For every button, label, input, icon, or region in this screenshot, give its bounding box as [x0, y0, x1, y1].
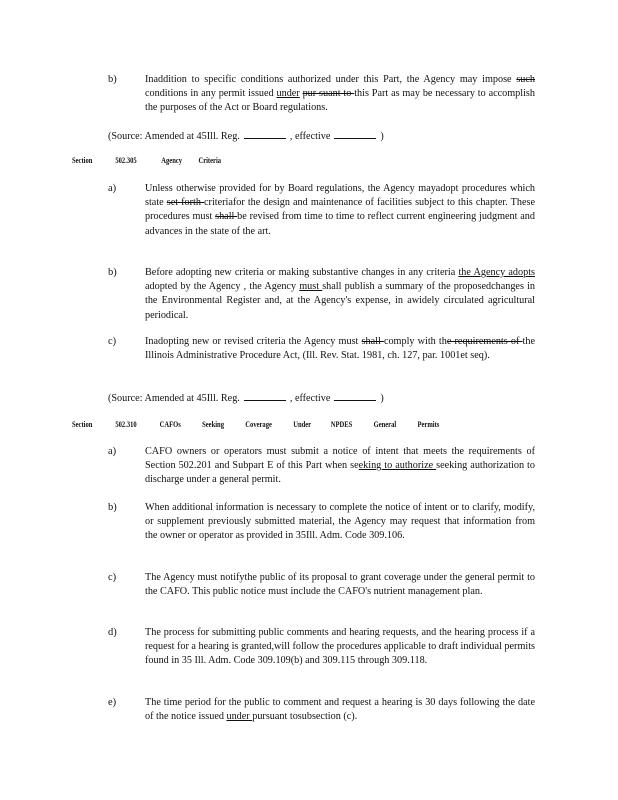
text-run: The time period for the public to comment and request a hearing is 30 days following the date of the notice issued [145, 697, 535, 723]
text-run: comply with th [383, 336, 447, 347]
text-run: be revised from time to time to reflect current engineering judgment and advances in the state of the art. [145, 211, 535, 237]
item-label: c) [108, 572, 117, 583]
paragraph-310-d: The process for submitting public comments and hearing requests, and the hearing process if a request for a hearing is granted,will follow the procedures applicable to draft individual permits found in 35 Ill. Adm. Code 309.109(b) and 309.115 through 309.118. [145, 627, 535, 667]
inserted-text: under [226, 711, 253, 723]
source-prefix: (Source: Amended at 45Ill. Reg. [108, 393, 240, 404]
source-note [108, 128, 384, 142]
item-label: e) [108, 697, 117, 708]
inserted-text: the Agency adopts [458, 267, 535, 278]
inserted-text: must [299, 281, 323, 293]
text-run: criteriafor the design and maintenance of facilities subject to this chapter. These procedures must [145, 197, 535, 223]
item-label: d) [108, 627, 117, 638]
deleted-text: set forth [166, 197, 205, 209]
paragraph-b-conditions [145, 73, 535, 116]
text-run: Inaddition to specific conditions authorized under this Part, the Agency may impose [145, 74, 517, 85]
source-end: ) [380, 393, 384, 404]
section-word: Section [72, 156, 93, 165]
text-run: seeking authorization to discharge under a general permit. [145, 460, 535, 486]
section-title-word: General [373, 420, 397, 429]
source-effective: , effective [289, 393, 331, 404]
item-label: b) [108, 267, 117, 278]
text-run: CAFO owners or operators must submit a notice of intent that meets the requirements of Section 502.201 and Subpart E of this Part when se [145, 446, 535, 472]
text-run: conditions in any permit issued [145, 88, 277, 100]
effective-blank [334, 390, 376, 401]
section-title-word: Seeking [202, 420, 224, 429]
section-title-word: Coverage [245, 420, 272, 429]
text-run: Before adopting new criteria or making substantive changes in any criteria [145, 267, 459, 278]
section-title-word: Permits [417, 420, 440, 429]
source-prefix: (Source: Amended at 45Ill. Reg. [108, 131, 240, 142]
section-title-word: CAFOs [159, 420, 181, 429]
text-run: the Illinois Administrative Procedure Act, (Ill. Rev. Stat. 1981, ch. 127, par. 1001et seq). [145, 336, 535, 362]
register-blank [244, 390, 286, 401]
deleted-text: pur suant to [302, 88, 355, 100]
section-title-word: Criteria [198, 156, 222, 165]
source-note [108, 390, 384, 404]
inserted-text: eking to authorize [358, 460, 437, 472]
paragraph-305-c [145, 335, 535, 363]
effective-blank [334, 128, 376, 139]
text-run: Unless otherwise provided for by Board regulations, the Agency mayadopt procedures which state [145, 183, 535, 209]
paragraph-310-b: When additional information is necessary to complete the notice of intent or to clarify, modify, or supplement previously submitted material, the Agency may request that information from the owner or operator as provided in 35Ill. Adm. Code 309.106. [145, 502, 535, 542]
text-run: Inadopting new or revised criteria the Agency must [145, 336, 362, 347]
deleted-text: shall [215, 211, 238, 223]
text-run: adopted by the Agency , the Agency [145, 281, 300, 293]
register-blank [244, 128, 286, 139]
paragraph-310-e [145, 696, 535, 724]
paragraph-310-a [145, 445, 535, 488]
item-label: c) [108, 336, 117, 347]
item-label: a) [108, 183, 117, 194]
section-number: 502.305 [115, 156, 137, 165]
item-label: b) [108, 74, 117, 85]
deleted-text: such [516, 74, 535, 85]
section-title-word: Agency [161, 156, 183, 165]
text-run: this Part as may be necessary to accomplish the purposes of the Act or Board regulations. [145, 88, 535, 114]
deleted-text: shall [361, 336, 384, 347]
item-label: a) [108, 446, 117, 457]
source-end: ) [380, 131, 384, 142]
section-heading-502-305 [72, 156, 221, 165]
paragraph-305-a [145, 182, 535, 239]
text-run: shall publish a summary of the proposedchanges in the Environmental Register and, at the Agency's expense, in awidely circulated agricultural periodical. [145, 281, 535, 321]
section-word: Section [72, 420, 93, 429]
deleted-text: e requirements of [446, 336, 523, 347]
section-title-word: Under [293, 420, 312, 429]
section-heading-502-310 [72, 420, 439, 429]
inserted-text: under [276, 88, 300, 100]
section-title-word: NPDES [330, 420, 353, 429]
text-run: pursuant tosubsection (c). [252, 711, 358, 723]
section-number: 502.310 [115, 420, 137, 429]
source-effective: , effective [289, 131, 331, 142]
paragraph-305-b [145, 266, 535, 323]
item-label: b) [108, 502, 117, 513]
paragraph-310-c: The Agency must notifythe public of its proposal to grant coverage under the general permit to the CAFO. This public notice must include the CAFO's nutrient management plan. [145, 572, 535, 598]
